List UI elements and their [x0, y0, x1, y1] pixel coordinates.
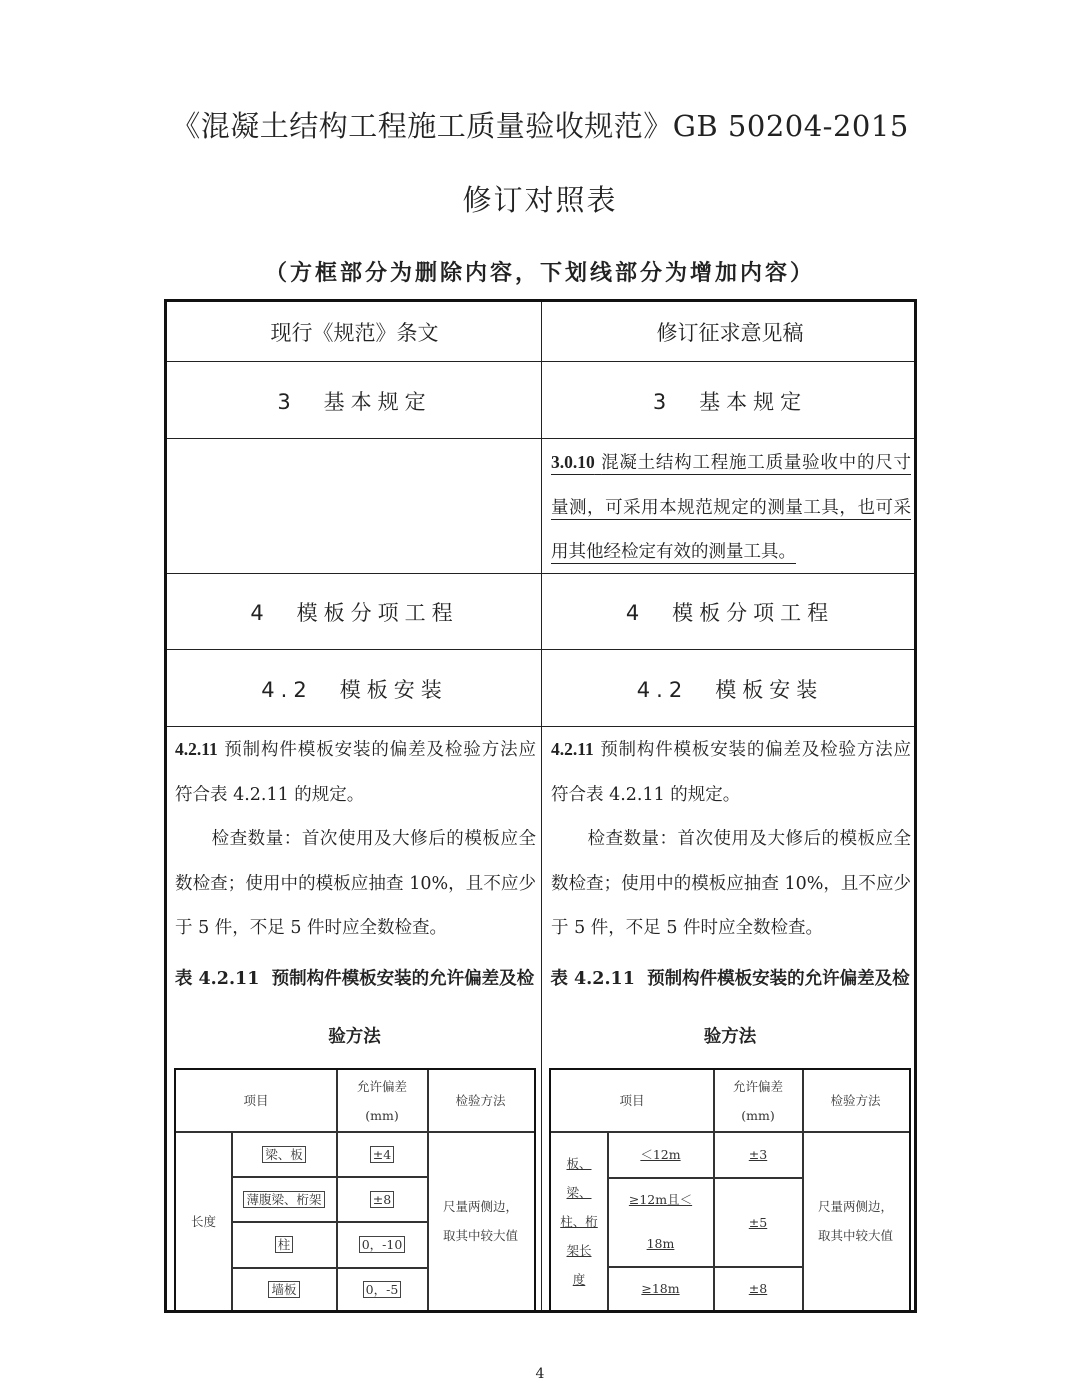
- method-line: 取其中较大值: [442, 1228, 518, 1243]
- row-deviation-value: ±3: [748, 1147, 768, 1162]
- caption-text: 预制构件模板安装的允许偏差及检验方法: [647, 969, 910, 1047]
- header-deviation: [714, 1070, 802, 1131]
- header-deviation-unit: (mm): [741, 1107, 775, 1123]
- page-number: 4: [535, 1366, 545, 1382]
- row-deviation: [714, 1267, 802, 1310]
- caption-number: 表 4.2.11: [174, 969, 260, 989]
- row-item-label: 墙板: [268, 1281, 299, 1298]
- header-item: 项目: [619, 1093, 645, 1108]
- document-title: 《混凝土结构工程施工质量验收规范》GB 50204-2015: [171, 109, 909, 143]
- row-item: [232, 1177, 336, 1221]
- clause-number: 4.2.11: [551, 739, 594, 759]
- method-line: 取其中较大值: [817, 1228, 893, 1243]
- row-deviation: [337, 1132, 427, 1176]
- method-line: 尺量两侧边，: [817, 1199, 893, 1214]
- row-deviation: [714, 1178, 802, 1266]
- row-item-label: ≥18m: [641, 1281, 680, 1296]
- column-header-current: 现行《规范》条文: [270, 321, 439, 345]
- method-cell: [803, 1132, 908, 1310]
- row-item-label: ≥12m且＜: [628, 1192, 693, 1207]
- section-heading-4-revision: 4 模板分项工程: [625, 601, 835, 625]
- section-heading-3-revision: 3 基本规定: [652, 389, 808, 414]
- row-item-label: 梁、板: [262, 1146, 306, 1163]
- legend-note: （方框部分为删除内容，下划线部分为增加内容）: [264, 260, 815, 286]
- header-deviation-label: 允许偏差: [356, 1078, 407, 1094]
- clause-number: 3.0.10: [551, 452, 595, 472]
- group-line: 板、: [566, 1155, 592, 1171]
- table-caption-revision: [543, 950, 917, 1066]
- header-method: 检验方法: [455, 1093, 506, 1108]
- row-deviation: [714, 1132, 802, 1177]
- row-deviation: [337, 1177, 427, 1221]
- clause-4-2-11-revision: [543, 727, 917, 951]
- check-quantity-text: 检查数量：首次使用及大修后的模板应全数检查；使用中的模板应抽查 10%，且不应少于 5 件，不足 5 件时应全数检查。: [551, 829, 911, 938]
- header-deviation: [337, 1070, 427, 1131]
- clause-4-2-11-current: [167, 727, 542, 951]
- row-item-label: ＜12m: [640, 1147, 681, 1162]
- group-line: 柱、桁: [560, 1213, 598, 1229]
- tolerance-table-revision: [549, 1068, 911, 1312]
- clause-number: 4.2.11: [175, 739, 218, 759]
- section-heading-3-current: 3 基本规定: [277, 389, 432, 414]
- document-subtitle: 修订对照表: [462, 183, 618, 217]
- section-heading-4-2-revision: 4.2 模板安装: [636, 677, 824, 702]
- group-length: 长度: [190, 1213, 216, 1229]
- row-item-label: 柱: [275, 1236, 294, 1253]
- group-line: 架长: [566, 1242, 592, 1258]
- check-quantity-text: 检查数量：首次使用及大修后的模板应全数检查；使用中的模板应抽查 10%，且不应少于 5 件，不足 5 件时应全数检查。: [175, 829, 536, 938]
- row-item: [232, 1222, 336, 1267]
- row-deviation-value: 0，-10: [359, 1236, 406, 1253]
- row-item: [608, 1178, 713, 1266]
- comparison-table: [164, 299, 917, 1313]
- method-cell: [428, 1132, 533, 1310]
- row-item: [232, 1132, 336, 1176]
- group-line: 梁、: [566, 1184, 592, 1200]
- clause-text: 预制构件模板安装的偏差及检验方法应符合表 4.2.11 的规定。: [175, 740, 536, 805]
- tolerance-table-current: [174, 1068, 536, 1312]
- section-heading-4-current: 4 模板分项工程: [250, 601, 459, 625]
- column-header-revision: 修订征求意见稿: [656, 321, 804, 345]
- row-deviation-value: ±8: [370, 1191, 394, 1208]
- added-clause-3-0-10: [543, 439, 917, 575]
- table-caption-current: [167, 950, 542, 1066]
- row-deviation-value: 0，-5: [363, 1281, 402, 1298]
- row-deviation: [337, 1268, 427, 1310]
- header-method: 检验方法: [830, 1093, 881, 1108]
- method-line: 尺量两侧边，: [442, 1199, 518, 1214]
- row-item: [608, 1267, 713, 1310]
- caption-text: 预制构件模板安装的允许偏差及检验方法: [271, 969, 535, 1047]
- group-line: 度: [572, 1271, 586, 1287]
- row-item: [608, 1132, 713, 1177]
- header-deviation-unit: (mm): [365, 1107, 399, 1123]
- row-deviation: [337, 1222, 427, 1267]
- header-item: 项目: [243, 1093, 269, 1108]
- clause-text: 预制构件模板安装的偏差及检验方法应符合表 4.2.11 的规定。: [551, 740, 911, 805]
- row-item-label: 薄腹梁、桁架: [243, 1191, 324, 1208]
- clause-text: 混凝土结构工程施工质量验收中的尺寸量测，可采用本规范规定的测量工具，也可采用其他经检定有效的测量工具。: [551, 453, 911, 562]
- header-deviation-label: 允许偏差: [732, 1078, 783, 1094]
- section-heading-4-2-current: 4.2 模板安装: [261, 677, 448, 702]
- row-item: [232, 1268, 336, 1310]
- row-item-label: 18m: [646, 1236, 675, 1251]
- row-deviation-value: ±8: [748, 1281, 768, 1296]
- row-deviation-value: ±4: [370, 1146, 394, 1163]
- group-member-length: [551, 1132, 607, 1310]
- row-deviation-value: ±5: [748, 1214, 768, 1230]
- caption-number: 表 4.2.11: [550, 969, 635, 989]
